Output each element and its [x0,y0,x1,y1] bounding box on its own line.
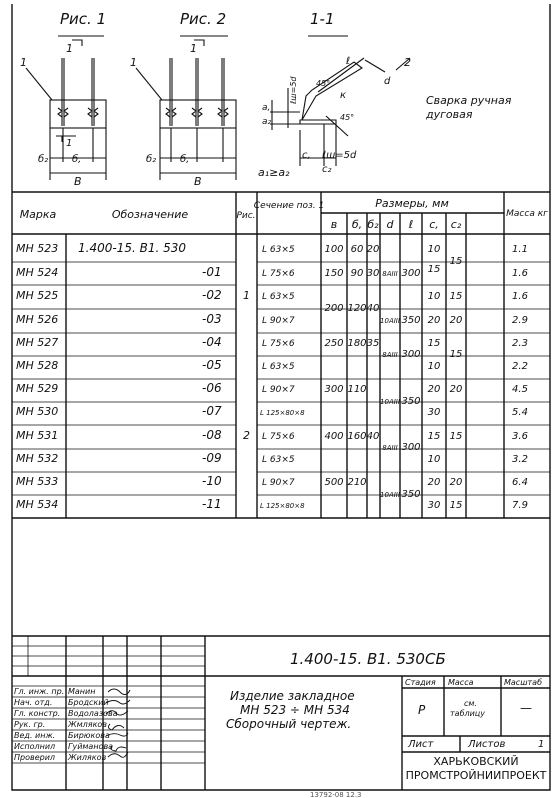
role-label: Проверил [14,753,56,762]
role-label: Вед. инж. [14,731,56,740]
table-cell-l: 300 [401,268,421,279]
table-cell-c1: 10 [427,454,441,465]
col-header-mass: Масса кг [506,209,548,219]
table-cell-mark: МН 528 [16,359,59,372]
table-cell-mark: МН 530 [16,405,59,418]
dim-b2-fig1: б₂ [38,154,49,165]
table-cell-c1: 20 [427,477,441,488]
table-cell-mark: МН 534 [16,498,59,511]
table-cell-b1: 160 [347,431,367,442]
table-cell-b: 200 [324,303,344,314]
table-cell-b2: 35 [366,338,380,349]
table-cell-mass: 5.4 [512,407,528,418]
dim-45-bottom: 45° [340,113,355,122]
dim-b1-fig1: б, [72,154,82,165]
table-cell-l: 300 [401,349,421,360]
table-cell-mass: 2.3 [512,338,528,349]
table-cell-designation: -08 [202,428,222,442]
scale-value: — [520,701,532,715]
table-cell-mark: МН 524 [16,266,59,279]
table-cell-b2: 40 [366,431,380,442]
fig1-title: Рис. 1 [60,10,107,28]
table-cell-b: 250 [324,338,344,349]
product-name-line-3: Сборочный чертеж. [226,717,352,731]
person-name: Водолазова [68,709,118,718]
table-cell-mark: МН 523 [16,242,59,255]
dim-b2-fig2: б₂ [146,154,157,165]
table-cell-l: 350 [401,396,421,407]
person-name: Жиляков [68,753,107,762]
col-header-mark: Марка [19,208,57,221]
col-header-l: ℓ [408,218,414,231]
pos-1-fig1: 1 [20,56,27,69]
table-cell-designation: -04 [202,335,222,349]
role-label: Исполнил [14,742,56,751]
col-header-section: Сечение поз. 1 [253,201,325,211]
table-cell-mark: МН 527 [16,336,59,349]
cut-mark-fig1-bottom: 1 [66,138,73,149]
dim-lsh: ℓш=5d [322,150,357,161]
table-cell-d: 8AIII [382,270,398,278]
table-cell-l: 300 [401,442,421,453]
person-name: Гуйманова [68,742,114,751]
table-cell-mass: 3.6 [512,431,528,442]
table-cell-b1: 60 [350,244,364,255]
table-cell-designation: -10 [202,474,222,488]
table-cell-mark: МН 533 [16,475,59,488]
cut-mark-fig1: 1 [66,42,73,55]
dim-B-fig2: B [194,175,202,188]
table-cell-b1: 120 [347,303,367,314]
pos-2-section: 2 [404,56,411,69]
table-cell-b1: 110 [347,384,367,395]
table-cell-section: L 63×5 [262,292,295,302]
table-cell-mark: МН 529 [16,382,59,395]
table-cell-section: L 125×80×8 [260,409,305,417]
table-cell-c1: 30 [427,407,441,418]
table-cell-designation: -05 [202,358,222,372]
product-name-line-1: Изделие закладное [230,689,355,703]
dim-ls5d-side: ℓш=5d [289,76,298,104]
table-cell-l: 350 [401,489,421,500]
table-cell-c1: 15 [427,431,441,442]
footer-stamp: 13792-08 12.3 [310,791,362,798]
table-cell-designation: -09 [202,451,222,465]
dim-a-relation: a₁≥a₂ [258,166,290,179]
table-cell-designation: -03 [202,312,222,326]
table-cell-mark: МН 525 [16,289,59,302]
table-cell-designation: 1.400-15. В1. 530 [78,241,186,255]
dim-l: ℓ [346,56,351,67]
col-header-b: в [330,218,338,231]
sheets-header: Листов [468,739,506,750]
dim-45-top: 45° [316,79,331,88]
table-cell-d: 8AIII [382,351,398,359]
table-cell-b: 100 [324,244,344,255]
table-cell-mass: 1.1 [512,244,528,255]
table-cell-b2: 30 [366,268,380,279]
dim-k: к [340,90,347,101]
dim-d: d [384,76,391,87]
col-header-c1: с, [429,218,439,231]
table-cell-c1: 30 [427,500,441,511]
dim-a2: a₂ [262,117,272,127]
mass-value-line-1: см. [464,699,477,708]
table-cell-b1: 210 [347,477,367,488]
table-cell-section: L 75×6 [262,269,295,279]
table-cell-c1: 20 [427,315,441,326]
weld-note-line-2: дуговая [426,108,473,121]
table-cell-mark: МН 526 [16,313,59,326]
table-cell-c2: 20 [449,477,463,488]
table-cell-d: 10AIII [380,398,400,406]
table-cell-mass: 6.4 [512,477,528,488]
mass-header: Масса [448,678,474,687]
product-name-line-2: МН 523 ÷ МН 534 [240,703,350,717]
table-cell-c2: 15 [449,256,463,267]
table-cell-d: 10AIII [380,491,400,499]
col-header-dims: Размеры, мм [375,197,449,210]
table-cell-section: L 90×7 [262,478,295,488]
mass-value-line-2: таблицу [450,709,485,718]
person-name: Бродский [68,698,109,707]
table-cell-mark: МН 531 [16,429,59,442]
table-cell-section: L 63×5 [262,362,295,372]
col-header-fig: Рис. [236,211,256,221]
table-cell-b: 150 [324,268,344,279]
col-header-b2: б₂ [367,218,379,231]
table-cell-section: L 90×7 [262,316,295,326]
table-cell-b1: 90 [350,268,364,279]
table-cell-fig: 2 [243,429,250,442]
role-label: Рук. гр. [14,720,46,729]
table-cell-c1: 10 [427,361,441,372]
table-cell-mass: 3.2 [512,454,528,465]
table-cell-b2: 40 [366,303,380,314]
table-cell-section: L 75×6 [262,432,295,442]
table-cell-c1: 15 [427,264,441,275]
sheet-frame [12,4,550,790]
table-cell-l: 350 [401,315,421,326]
table-cell-c2: 20 [449,384,463,395]
organization-line-1: ХАРЬКОВСКИЙ [433,755,519,768]
table-cell-mark: МН 532 [16,452,59,465]
dim-c2: с₂ [322,164,332,175]
table-cell-b: 400 [324,431,344,442]
organization-line-2: ПРОМСТРОЙНИИПРОЕКТ [405,769,547,782]
dim-c1: с, [302,150,311,161]
table-cell-designation: -11 [202,497,222,511]
table-cell-c2: 15 [449,500,463,511]
col-header-c2: с₂ [450,218,462,231]
table-cell-c1: 20 [427,384,441,395]
table-cell-c2: 15 [449,349,463,360]
table-cell-c2: 20 [449,315,463,326]
table-cell-c2: 15 [449,431,463,442]
role-label: Гл. инж. пр. [14,687,65,696]
stage-value: Р [418,703,426,717]
table-cell-mass: 4.5 [512,384,528,395]
dim-b1-fig2: б, [180,154,190,165]
table-cell-section: L 125×80×8 [260,502,305,510]
cut-mark-fig2: 1 [190,42,197,55]
col-header-designation: Обозначение [111,208,189,221]
table-cell-b2: 20 [366,244,380,255]
drawing-code: 1.400-15. В1. 530СБ [290,650,446,668]
table-cell-designation: -01 [202,265,222,279]
role-label: Гл. констр. [14,709,61,718]
table-cell-designation: -02 [202,288,222,302]
table-cell-d: 10AIII [380,317,400,325]
person-name: Жмляков [68,720,108,729]
role-label: Нач. отд. [14,698,53,707]
table-cell-section: L 63×5 [262,245,295,255]
table-cell-designation: -07 [202,404,222,418]
pos-1-fig2: 1 [130,56,137,69]
section-title: 1-1 [310,10,335,28]
col-header-b1: б, [351,218,363,231]
table-cell-b1: 180 [347,338,367,349]
table-cell-designation: -06 [202,381,222,395]
weld-note-line-1: Сварка ручная [426,94,512,107]
table-cell-mass: 2.2 [512,361,528,372]
table-cell-mass: 1.6 [512,291,528,302]
scale-header: Масштаб [504,678,543,687]
table-cell-section: L 90×7 [262,385,295,395]
dim-a1: a, [262,103,271,113]
person-name: Бирюкова [68,731,110,740]
table-cell-c1: 10 [427,291,441,302]
table-cell-section: L 63×5 [262,455,295,465]
stage-header: Стадия [405,678,436,687]
table-cell-c1: 15 [427,338,441,349]
fig2-title: Рис. 2 [180,10,227,28]
table-cell-c1: 10 [427,244,441,255]
col-header-d: d [386,218,394,231]
sheets-value: 1 [538,739,545,750]
table-cell-mass: 7.9 [512,500,528,511]
person-name: Манин [68,687,96,696]
table-cell-c2: 15 [449,291,463,302]
table-cell-d: 8AIII [382,444,398,452]
dim-B-fig1: B [74,175,82,188]
table-cell-fig: 1 [243,289,250,302]
table-cell-section: L 75×6 [262,339,295,349]
table-cell-b: 500 [324,477,344,488]
sheet-header: Лист [408,739,434,750]
table-cell-mass: 1.6 [512,268,528,279]
table-cell-b: 300 [324,384,344,395]
table-cell-mass: 2.9 [512,315,528,326]
